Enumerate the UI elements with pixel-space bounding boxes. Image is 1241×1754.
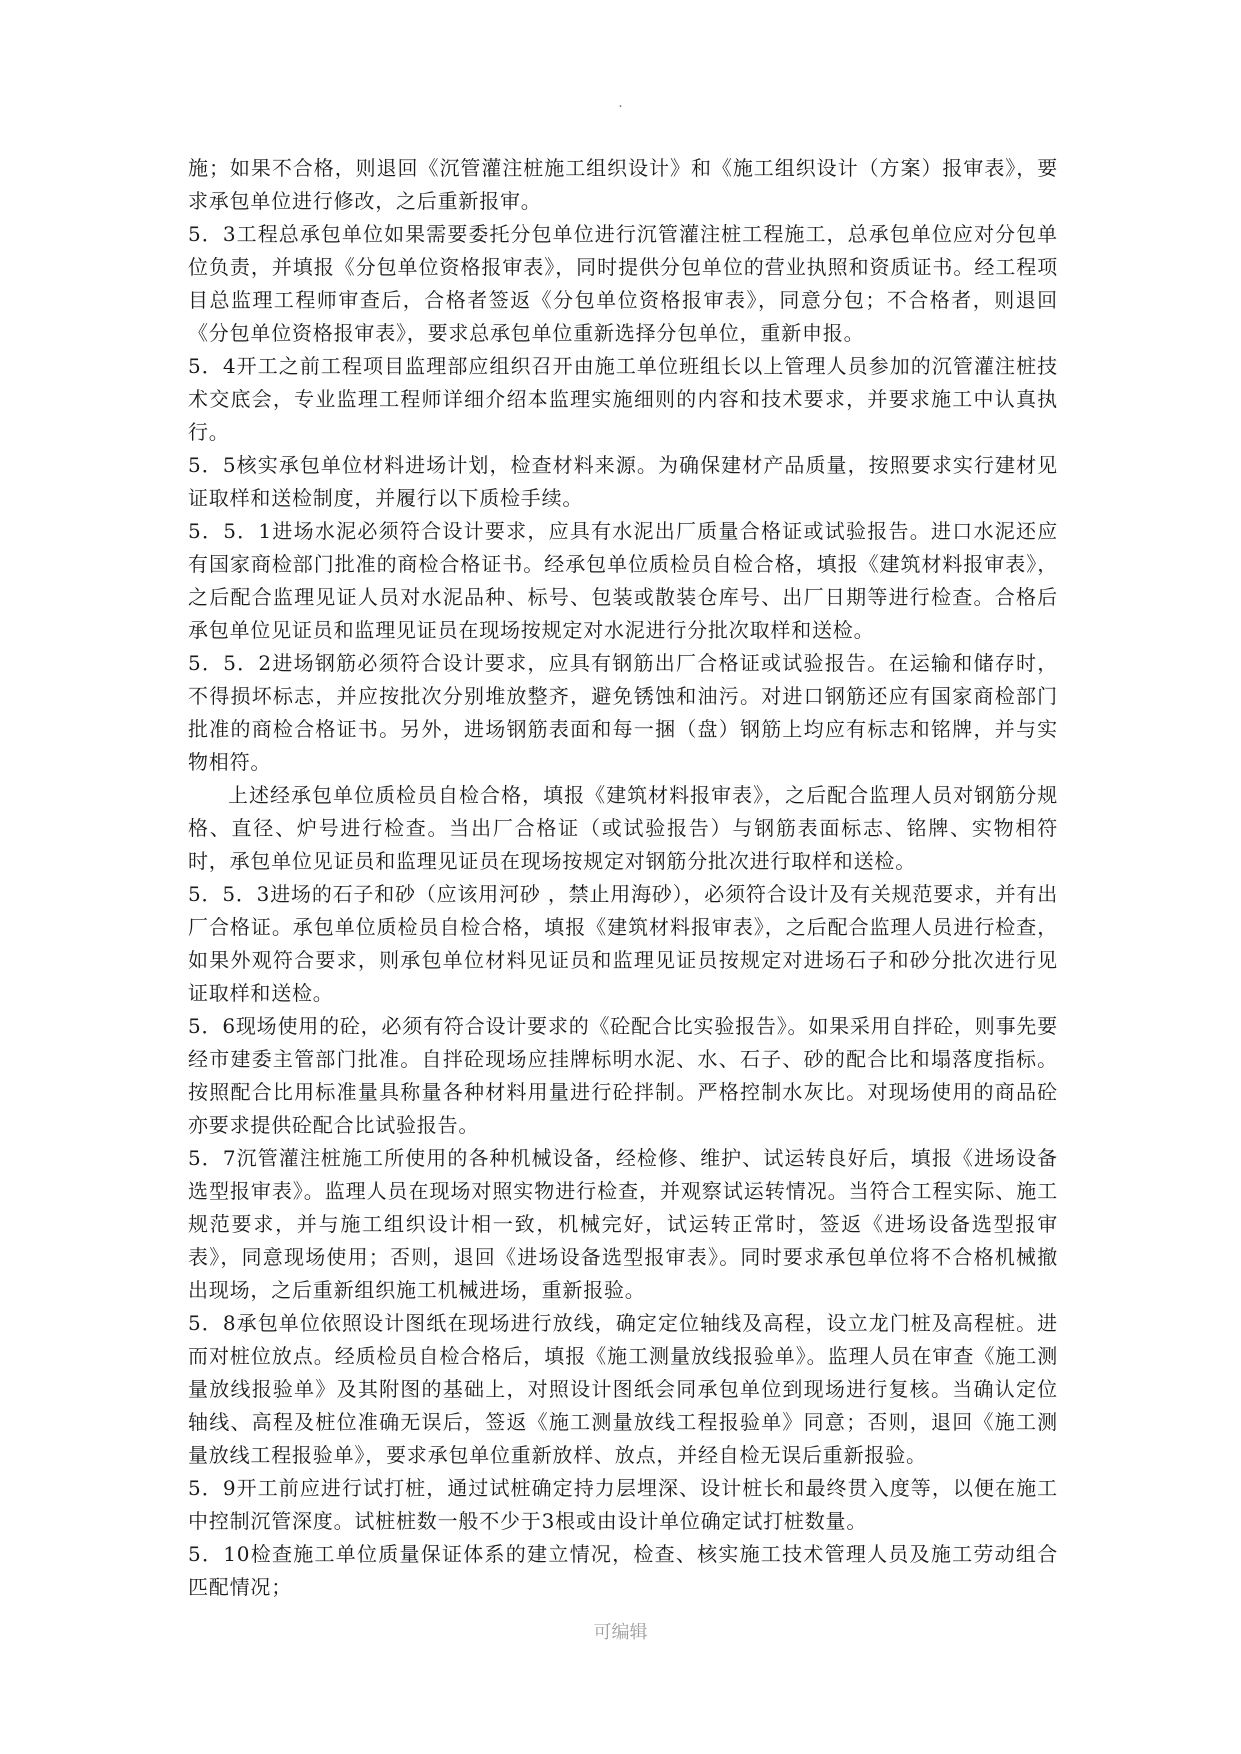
paragraph-steel-inspection: 上述经承包单位质检员自检合格，填报《建筑材料报审表》，之后配合监理人员对钢筋分规格、直径、炉号进行检查。当出厂合格证（或试验报告）与钢筋表面标志、铭牌、实物相符时，承包单位见证员和监理见证员在现场按规定对钢筋分批次进行取样和送检。 xyxy=(188,783,1058,873)
paragraph-5-9: 5．9开工前应进行试打桩，通过试桩确定持力层埋深、设计桩长和最终贯入度等，以便在施工中控制沉管深度。试桩桩数一般不少于3根或由设计单位确定试打桩数量。 xyxy=(188,1476,1058,1533)
page-footer: 可编辑 xyxy=(593,1622,648,1643)
paragraph-5-5-2: 5．5．2进场钢筋必须符合设计要求，应具有钢筋出厂合格证或试验报告。在运输和储存时，不得损坏标志，并应按批次分别堆放整齐，避免锈蚀和油污。对进口钢筋还应有国家商检部门批准的商检合格证书。另外，进场钢筋表面和每一捆（盘）钢筋上均应有标志和铭牌，并与实物相符。 xyxy=(188,651,1058,774)
paragraph-5-4: 5．4开工之前工程项目监理部应组织召开由施工单位班组长以上管理人员参加的沉管灌注桩技术交底会，专业监理工程师详细介绍本监理实施细则的内容和技术要求，并要求施工中认真执行。 xyxy=(188,354,1058,444)
paragraph-5-3: 5．3工程总承包单位如果需要委托分包单位进行沉管灌注桩工程施工，总承包单位应对分包单位负责，并填报《分包单位资格报审表》，同时提供分包单位的营业执照和资质证书。经工程项目总监理工程师审查后，合格者签返《分包单位资格报审表》，同意分包；不合格者，则退回《分包单位资格报审表》，要求总承包单位重新选择分包单位，重新申报。 xyxy=(188,222,1058,345)
paragraph-5-5-3: 5．5．3进场的石子和砂（应该用河砂 ，禁止用海砂），必须符合设计及有关规范要求，并有出厂合格证。承包单位质检员自检合格，填报《建筑材料报审表》，之后配合监理人员进行检查，如果外观符合要求，则承包单位材料见证员和监理见证员按规定对进场石子和砂分批次进行见证取样和送检。 xyxy=(188,882,1058,1005)
paragraph-5-7: 5．7沉管灌注桩施工所使用的各种机械设备，经检修、维护、试运转良好后，填报《进场设备选型报审表》。监理人员在现场对照实物进行检查，并观察试运转情况。当符合工程实际、施工规范要求，并与施工组织设计相一致，机械完好，试运转正常时，签返《进场设备选型报审表》，同意现场使用；否则，退回《进场设备选型报审表》。同时要求承包单位将不合格机械撤出现场，之后重新组织施工机械进场，重新报验。 xyxy=(188,1146,1058,1302)
paragraph-5-5: 5．5核实承包单位材料进场计划，检查材料来源。为确保建材产品质量，按照要求实行建材见证取样和送检制度，并履行以下质检手续。 xyxy=(188,453,1058,510)
page-header-mark: . xyxy=(618,95,623,111)
paragraph-5-6: 5．6现场使用的砼，必须有符合设计要求的《砼配合比实验报告》。如果采用自拌砼，则事先要经市建委主管部门批准。自拌砼现场应挂牌标明水泥、水、石子、砂的配合比和塌落度指标。按照配合比用标准量具称量各种材料用量进行砼拌制。严格控制水灰比。对现场使用的商品砼亦要求提供砼配合比试验报告。 xyxy=(188,1014,1058,1137)
paragraph-5-8: 5．8承包单位依照设计图纸在现场进行放线，确定定位轴线及高程，设立龙门桩及高程桩。进而对桩位放点。经质检员自检合格后，填报《施工测量放线报验单》。监理人员在审查《施工测量放线报验单》及其附图的基础上，对照设计图纸会同承包单位到现场进行复核。当确认定位轴线、高程及桩位准确无误后，签返《施工测量放线工程报验单》同意；否则，退回《施工测量放线工程报验单》，要求承包单位重新放样、放点，并经自检无误后重新报验。 xyxy=(188,1311,1058,1467)
paragraph-5-10: 5．10检查施工单位质量保证体系的建立情况，检查、核实施工技术管理人员及施工劳动组合匹配情况； xyxy=(188,1542,1058,1599)
document-body xyxy=(188,152,1058,1604)
paragraph-5-5-1: 5．5．1进场水泥必须符合设计要求，应具有水泥出厂质量合格证或试验报告。进口水泥还应有国家商检部门批准的商检合格证书。经承包单位质检员自检合格，填报《建筑材料报审表》，之后配合监理见证人员对水泥品种、标号、包装或散装仓库号、出厂日期等进行检查。合格后承包单位见证员和监理见证员在现场按规定对水泥进行分批次取样和送检。 xyxy=(188,519,1058,642)
paragraph-continuation: 施；如果不合格，则退回《沉管灌注桩施工组织设计》和《施工组织设计（方案）报审表》，要求承包单位进行修改，之后重新报审。 xyxy=(188,156,1058,213)
